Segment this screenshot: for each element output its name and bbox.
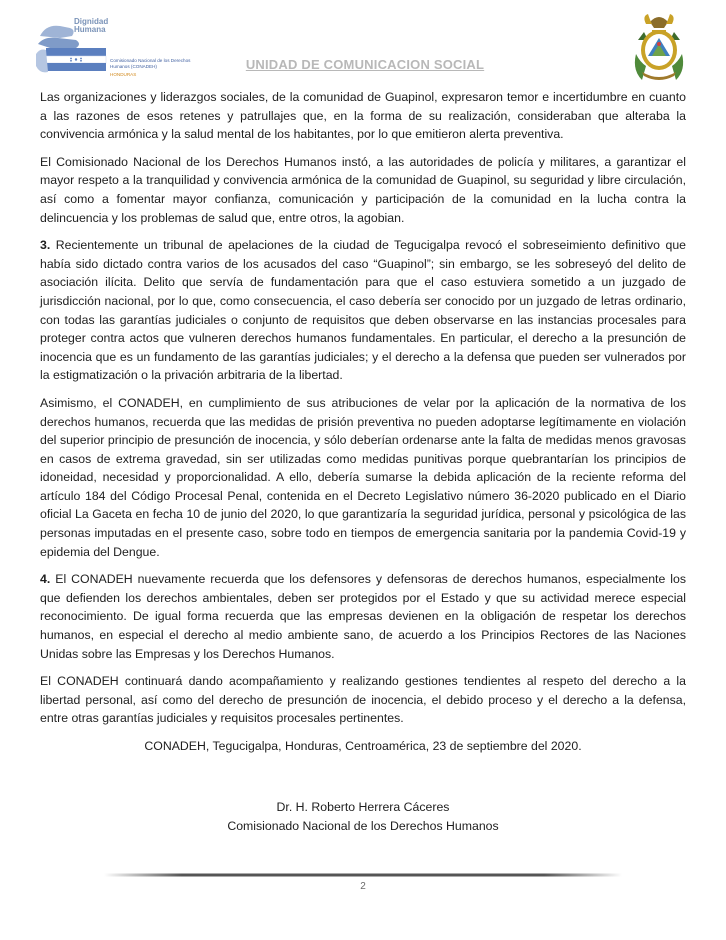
section-number: 3.: [40, 238, 51, 253]
logo-org-text: Comisionado Nacional de los Derechos Humanos (CONADEH): [110, 58, 191, 69]
paragraph-guapinol-alert: Las organizaciones y liderazgos sociales, de la comunidad de Guapinol, expresaron temor e incertidumbre en cuanto a las razones de esos retenes y patrullajes que, en la forma de su realización, consideraban que alteraba la convivencia armónica y la salud mental de los habitantes, por lo que emitieron alerta preventiva.: [40, 90, 686, 142]
signatory-name: Dr. H. Roberto Herrera Cáceres: [276, 800, 450, 814]
logo-title-line2: Humana: [74, 25, 106, 34]
paragraph-continued-support: El CONADEH continuará dando acompañamiento y realizando gestiones tendientes al respeto del derecho a la libertad personal, así como del derecho de presunción de inocencia, el debido proceso y el derecho a la defensa, entre otras garantías judiciales y requisitos procesales pertinentes.: [40, 674, 686, 726]
section-number: 4.: [40, 572, 51, 587]
hands-flag-logo-icon: [36, 14, 196, 80]
paragraph-commissioner-urge: El Comisionado Nacional de los Derechos Humanos instó, a las autoridades de policía y militares, a garantizar el mayor respeto a la tranquilidad y convivencia armónica de la comunidad de Guapinol, su seguridad y libre circulación, así como a fomentar mayor confianza, comunicación y participación de la comunidad en la lucha contra la delincuencia y los problemas de salud que, entre otros, la agobian.: [40, 154, 686, 225]
paragraph-4-defenders: 4. El CONADEH nuevamente recuerda que los defensores y defensoras de derechos humanos, especialmente los que defienden los derechos ambientales, deben ser protegidos por el Estado y que su actividad merece especial reconocimiento. De igual forma recuerda que las empresas devienen en la obligación de respetar los derechos humanos, en especial el derecho al medio ambiente sano, de acuerdo a los Principios Rectores de las Naciones Unidas sobre las Empresas y los Derechos Humanos.: [40, 572, 686, 661]
paragraph-3-appeals-court: 3. Recientemente un tribunal de apelaciones de la ciudad de Tegucigalpa revocó el sobreseimiento definitivo que había sido dictado contra varios de los acusados del caso “Guapinol”; sin embargo, se les sobreseyó del delito de asociación ilícita. Delito que servía de fundamentación para que el caso estuviera sometido a un juzgado de jurisdicción nacional, por lo que, como consecuencia, el caso debería ser conocido por un juzgado de letras ordinario, con todas las garantías judiciales o conjunto de requisitos que deben observarse en las instancias procesales para proteger contra actos que vulneren derechos humanos fundamentales. En particular, el derecho a la presunción de inocencia que es un fundamento de las garantías judiciales; y el derecho a la defensa que pueden ser vulnerados por la estigmatización o la privación arbitraria de la libertad.: [40, 238, 686, 383]
footer-divider: [104, 872, 622, 878]
paragraph-preventive-detention: Asimismo, el CONADEH, en cumplimiento de sus atribuciones de velar por la aplicación de la normativa de los derechos humanos, recuerda que las medidas de prisión preventiva no pueden adoptarse legítimamente en violación del superior principio de presunción de inocencia, y sólo deberían ordenarse ante la falta de medidas menos gravosas en casos de extrema gravedad, sin ser utilizadas como medidas punitivas porque quebrantarían los principios de idoneidad, necesidad y proporcionalidad. A ello, debería sumarse la debida aplicación de la reciente reforma del artículo 184 del Código Procesal Penal, contenida en el Decreto Legislativo número 36-2020 publicado en el Diario oficial La Gaceta en fecha 10 de junio del 2020, lo que garantizaría la seguridad jurídica, personal y psicológica de las personas imputadas en el presente caso, sobre todo en tiempos de emergencia sanitaria por la pandemia Covid-19 y epidemia del Dengue.: [40, 395, 686, 559]
page-number: 2: [360, 881, 366, 892]
unit-title: UNIDAD DE COMUNICACION SOCIAL: [245, 57, 485, 72]
signature-block: [40, 798, 686, 836]
dateline: CONADEH, Tegucigalpa, Honduras, Centroamérica, 23 de septiembre del 2020.: [144, 739, 582, 753]
page-header: [0, 0, 726, 88]
document-body: [40, 88, 686, 765]
signatory-title: Comisionado Nacional de los Derechos Humanos: [227, 819, 499, 833]
logo-country-text: HONDURAS: [110, 72, 137, 77]
honduras-coat-of-arms-icon: [628, 10, 690, 84]
logo-title-line1: Dignidad: [74, 17, 109, 26]
